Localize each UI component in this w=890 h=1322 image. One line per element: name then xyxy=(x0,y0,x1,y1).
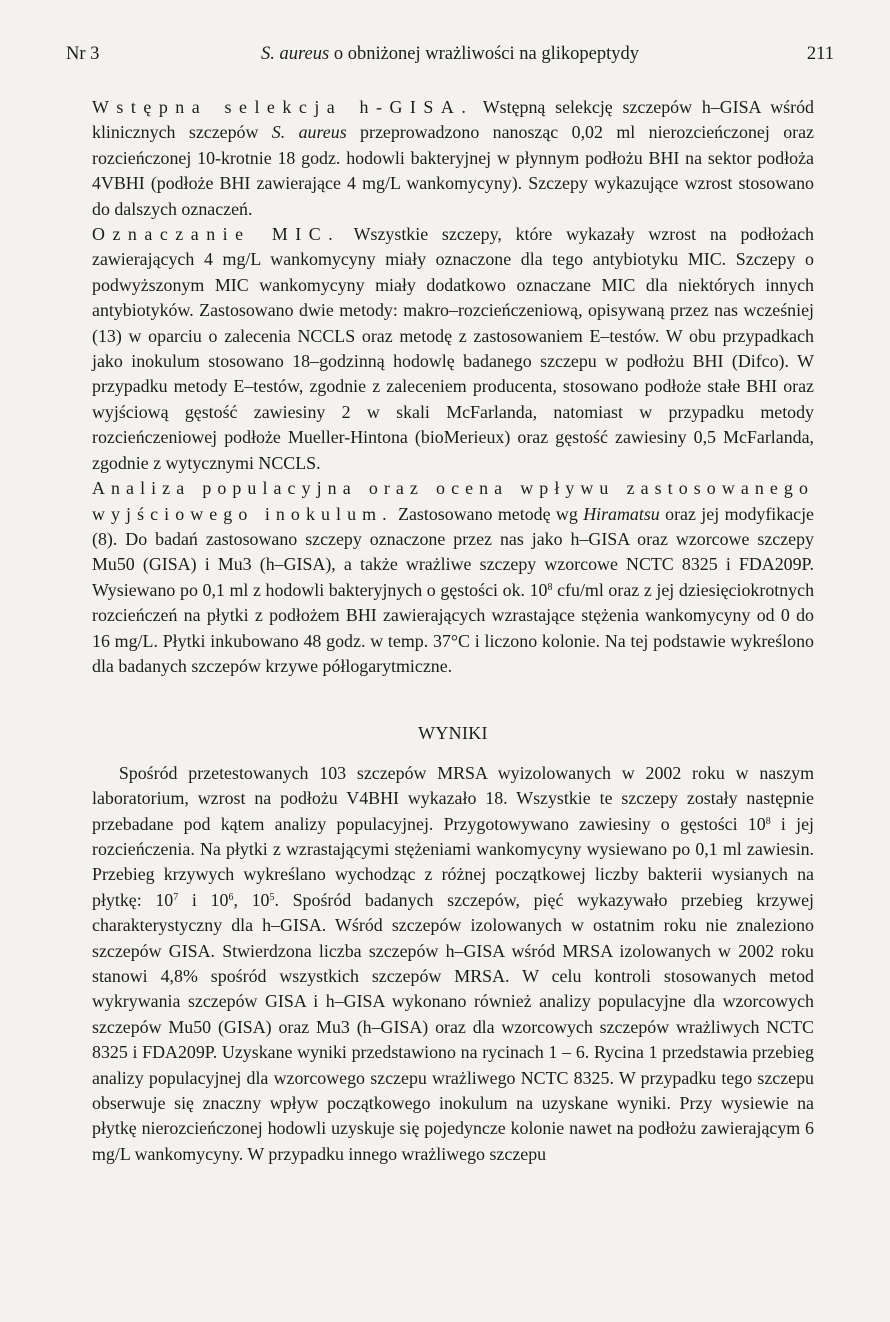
paragraph-text: Wszystkie szczepy, które wykazały wzrost na podłożach zawierających 4 mg/L wankomycyny miały oznaczone dla tego antybiotyku MIC. Szczepy o podwyższonym MIC wankomycyny miały dodatkowo oznaczane MIC dla niektórych innych antybiotyków. Zastosowano dwie metody: makro–rozcieńczeniową, opisywaną przez nas wcześniej (13) w oparciu o zalecenia NCCLS oraz metodę z zastosowaniem E–testów. W obu przypadkach jako inokulum stosowano 18–godzinną hodowlę badanego szczepu w podłożu BHI (Difco). W przypadku metody E–testów, zgodnie z zaleceniem producenta, stosowano podłoże stałe BHI oraz wyjściową gęstość zawiesiny 2 w skali McFarlanda, natomiast w przypadku metody rozcieńczeniowej podłoże Mueller-Hintona (bioMerieux) oraz gęstość zawiesiny 0,5 McFarlanda, zgodnie z wytycznymi NCCLS. xyxy=(92,224,814,473)
paragraph-lead: Oznaczanie MIC. xyxy=(92,224,341,245)
journal-number: Nr 3 xyxy=(66,44,100,64)
exponent: 6 xyxy=(228,891,234,903)
paragraph-text: oraz jej modyfikacje (8). Do badań zastosowano szczepy oznaczone przez nas jako h–GISA oraz wzorcowe szczepy Mu50 (GISA) i Mu3 (h–GISA), a także wrażliwe szczepy wzorcowe NCTC 8325 i FDA209P. Wysiewano po 0,1 ml z hodowli bakteryjnych o gęstości ok. 10 xyxy=(92,503,814,600)
paragraph-text: i 10 xyxy=(178,889,229,910)
paragraph-text: cfu/ml oraz z jej dziesięciokrotnych rozcieńczeń na płytki z podłożem BHI zawierających wzrastające stężenia wankomycyny od 0 do 16 mg/L. Płytki inkubowano 48 godz. w temp. 37°C i liczono kolonie. Na tej podstawie wykreślono dla badanych szczepów krzywe półlogarytmiczne. xyxy=(92,579,815,676)
paragraph-population-analysis xyxy=(92,476,814,679)
paragraph-text: , 10 xyxy=(233,889,270,910)
exponent: 7 xyxy=(173,891,179,903)
paragraph-results xyxy=(92,761,814,1168)
paragraph-text: przeprowadzono nanosząc 0,02 ml nierozcieńczonej oraz rozcieńczonej 10-krotnie 18 godz. hodowli bakteryjnej w płynnym podłożu BHI na sektor podłoża 4VBHI (podłoże BHI zawierające 4 mg/L wankomycyny). Szczepy wykazujące wzrost stosowano do dalszych oznaczeń. xyxy=(92,122,814,219)
paragraph-text: Wstępną selekcję szczepów h–GISA wśród klinicznych szczepów xyxy=(92,97,814,143)
page-number: 211 xyxy=(806,44,834,64)
exponent: 8 xyxy=(547,581,553,593)
section-heading-results: WYNIKI xyxy=(418,723,488,744)
paragraph-text: i jej rozcieńczenia. Na płytki z wzrastającymi stężeniami wankomycyny wysiewano po 0,1 ml zawiesin. Przebieg krzywych wykreślano wychodząc z różnej początkowej liczby bakterii wysianych na płytkę: 10 xyxy=(92,813,814,910)
paragraph-mic xyxy=(92,222,814,476)
paragraph-text: Zastosowano metodę wg xyxy=(392,503,584,524)
running-title-species: S. aureus xyxy=(261,44,330,64)
exponent: 5 xyxy=(269,891,275,903)
paragraph-lead: Wstępna selekcja h-GISA. xyxy=(92,97,474,117)
exponent: 8 xyxy=(765,815,771,827)
species-name: S. aureus xyxy=(271,122,347,143)
author-name: Hiramatsu xyxy=(583,503,660,524)
running-title xyxy=(66,44,834,65)
paragraph-initial-selection xyxy=(92,95,814,222)
running-header xyxy=(66,44,834,70)
paragraph-text: Spośród przetestowanych 103 szczepów MRSA wyizolowanych w 2002 roku w naszym laboratorium, wzrost na podłożu V4BHI wykazało 18. Wszystkie te szczepy zostały następnie przebadane pod kątem analizy populacyjnej. Przygotowywano zawiesiny o gęstości 10 xyxy=(92,762,814,834)
running-title-rest: o obniżonej wrażliwości na glikopeptydy xyxy=(329,44,639,64)
paragraph-text: . Spośród badanych szczepów, pięć wykazywało przebieg krzywej charakterystyczny dla h–GISA. Wśród szczepów izolowanych w ostatnim roku nie znaleziono szczepów GISA. Stwierdzona liczba szczepów h–GISA wśród MRSA izolowanych w 2002 roku stanowi 4,8% spośród wszystkich szczepów MRSA. W celu kontroli stosowanych metod wykrywania szczepów GISA i h–GISA wykonano również analizy populacyjne dla wzorcowych szczepów Mu50 (GISA) oraz Mu3 (h–GISA) oraz dla wzorcowych szczepów wrażliwych NCTC 8325 i FDA209P. Uzyskane wyniki przedstawiono na rycinach 1 – 6. Rycina 1 przedstawia przebieg analizy populacyjnej dla wzorcowego szczepu wrażliwego NCTC 8325. W przypadku tego szczepu obserwuje się znaczny wpływ początkowego inokulum na uzyskane wyniki. Przy wysiewie na płytkę nierozcieńczonej hodowli uzyskuje się pojedyncze kolonie nawet na podłożu zawierającym 6 mg/L wankomycyny. W przypadku innego wrażliwego szczepu xyxy=(92,889,815,1164)
paragraph-lead: Analiza populacyjna oraz ocena wpływu zastosowanego wyjściowego inokulum. xyxy=(92,478,814,524)
article-body xyxy=(92,95,814,1167)
